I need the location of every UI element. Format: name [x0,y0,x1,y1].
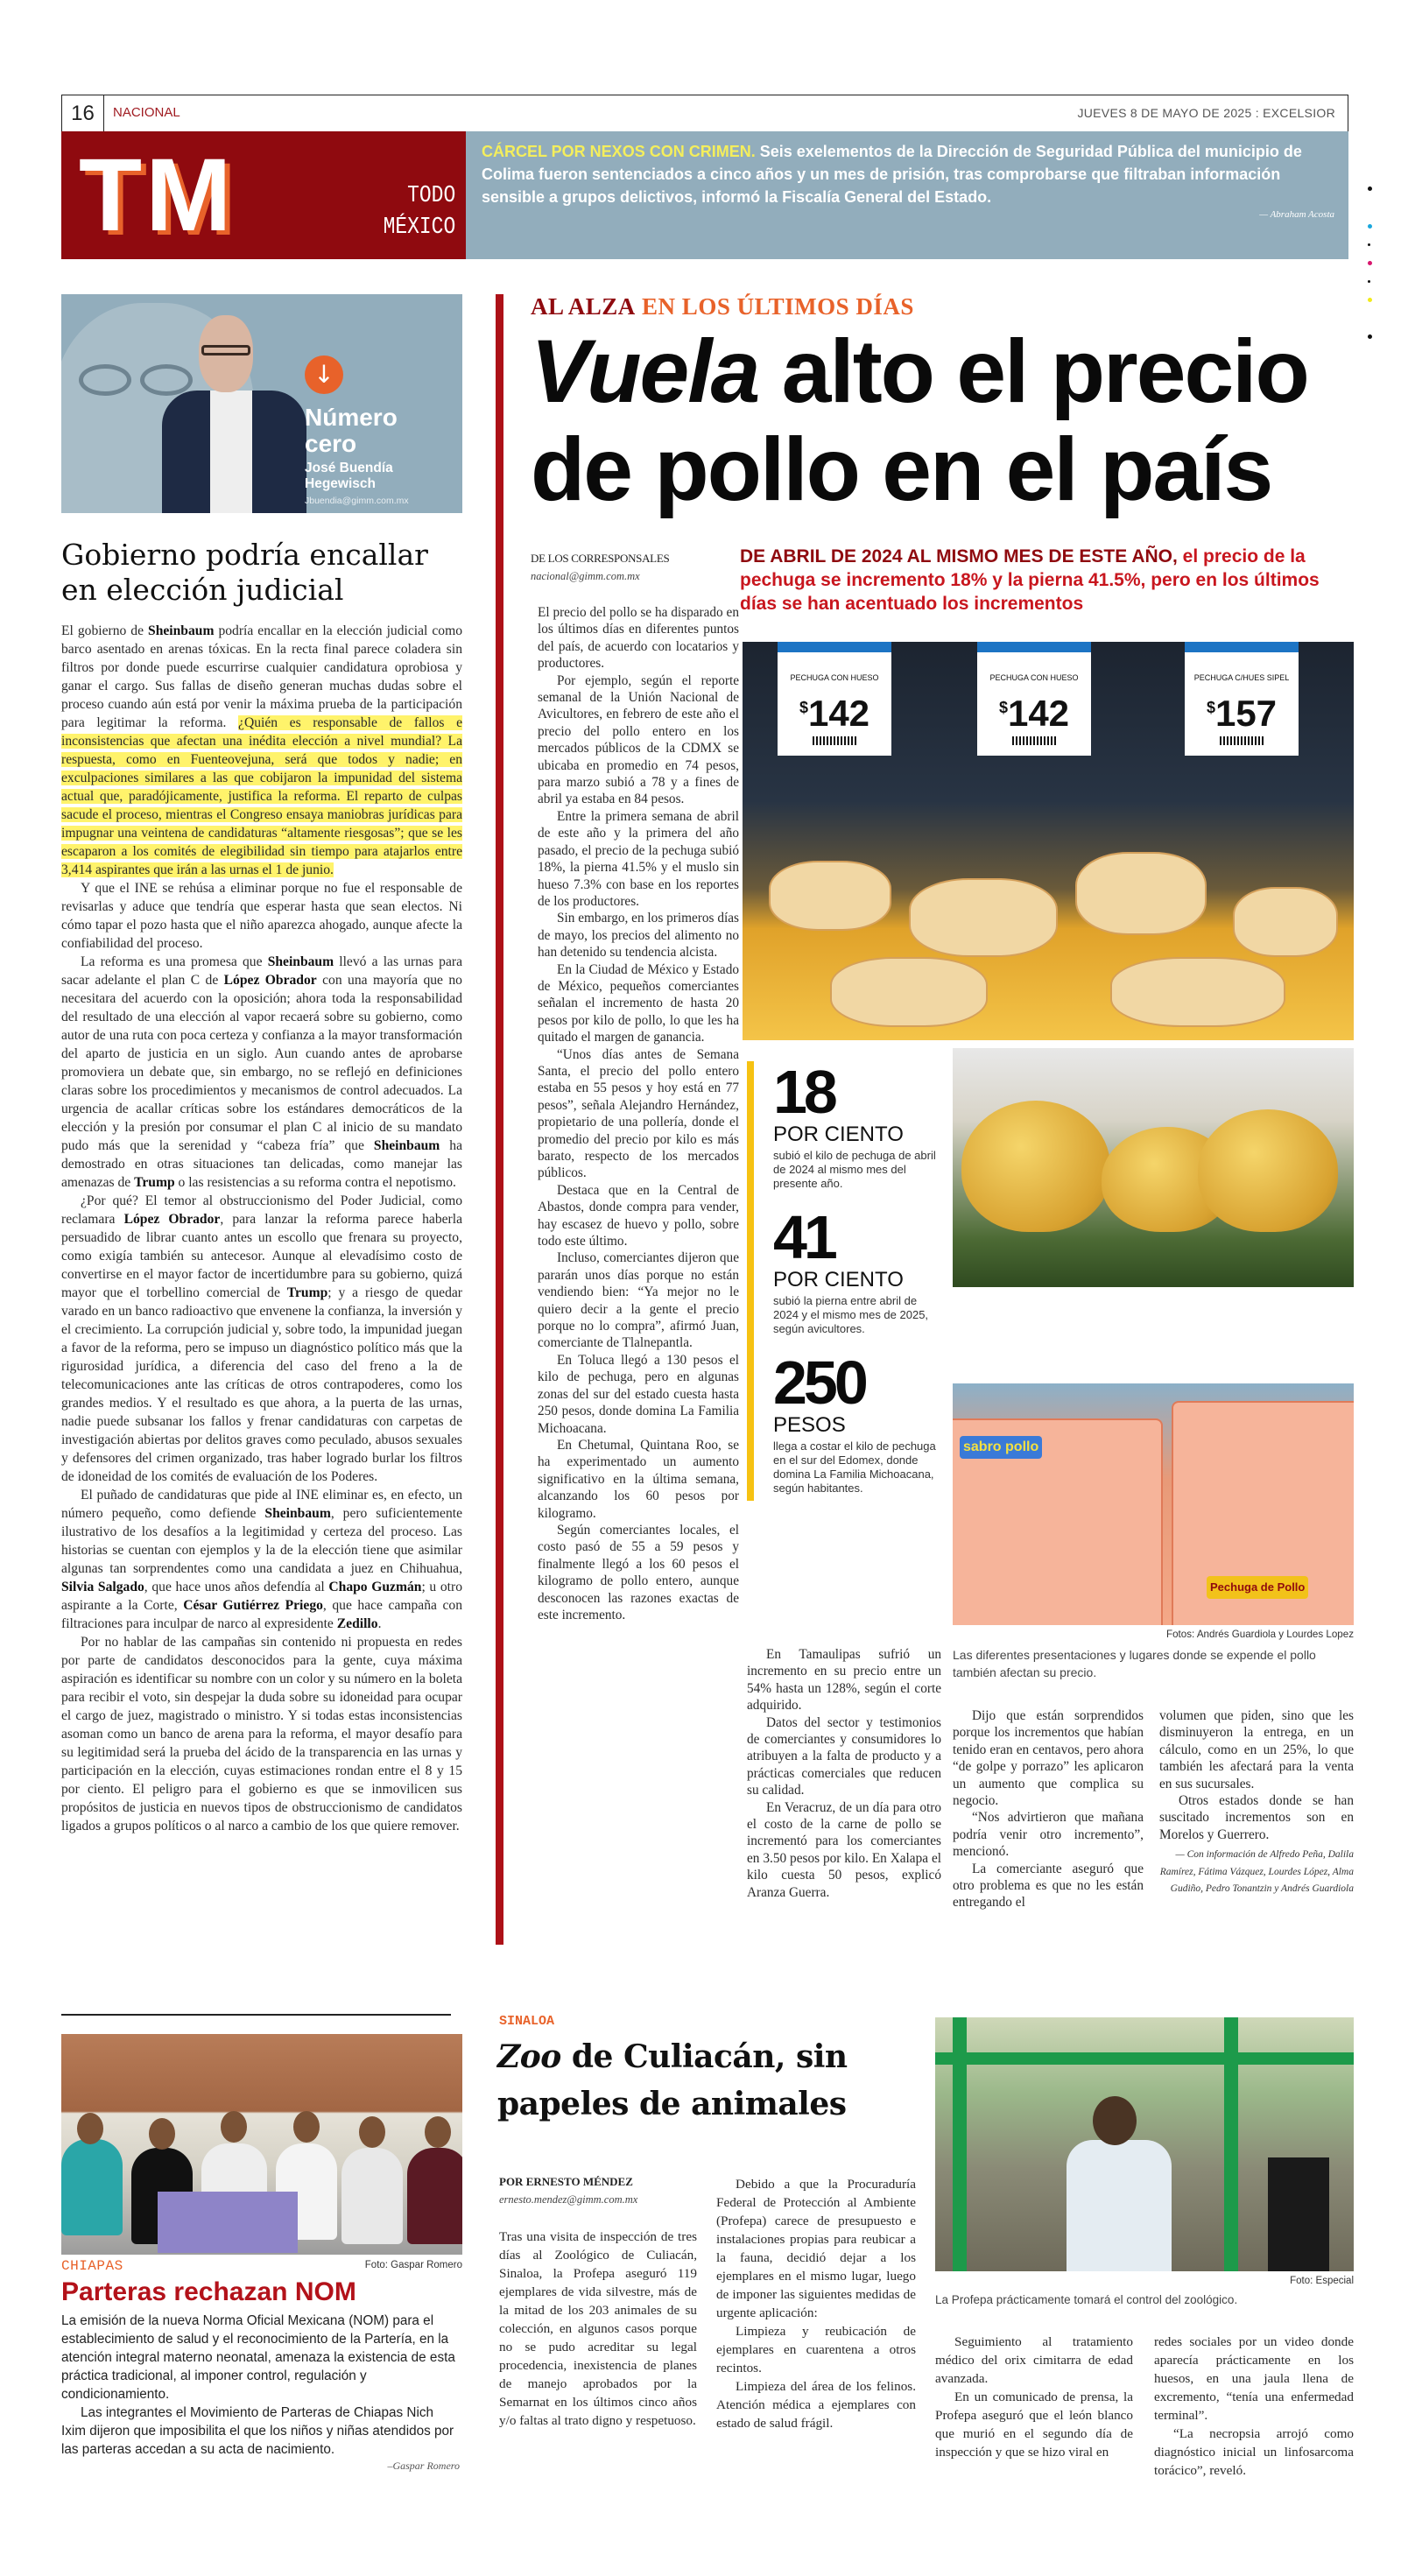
registration-mark-icon [1368,187,1372,191]
tm-label-line2: MÉXICO [383,215,455,241]
column-paragraph: Por no hablar de las campañas sin contenido ni propuesta en redes por parte de candidatos desconocidos para la gente, cuya máxima aspiración es identificar su nombre con un color y su número en la boleta para recibir el voto, sin despejar la duda sobre su idoneidad para ocupar el cargo de juez, magistrado o ministro. Y si todas estas inconsistencias asoman como un banco de arena para la reforma, el mayor desafío para su legitimidad será la prueba del ácido de la transparencia en las urnas y participación en la elección, cuyas estimaciones rondan entre el 8 y 15 por ciento. El peligro para el gobierno es que se inmovilicen sus propósitos de justicia en nuevos tipos de obstruccionismo de candidatos ligados a grupos políticos o al narco a cambio de los que quiere remover. [61,1635,462,1833]
columnist-name-line2: Hegewisch [305,476,376,491]
photo-packaged-chicken [953,1383,1354,1625]
stat-description: subió la pierna entre abril de 2024 y el mismo mes de 2025, según avicultores. [773,1294,929,1335]
column-paragraph: Y que el INE se rehúsa a eliminar porque no fue el responsable de revisarlas y aduce que tendría que esperar hasta que sean electos. Ni cómo tapar el pozo hasta que el niño aparezca ahogado, aunque afecte la confiabilidad del proceso. [61,881,462,951]
person-shape [149,2118,175,2150]
price-tag [1185,642,1299,756]
shirt-shape [210,391,252,513]
price-tag-value: $142 [799,693,870,734]
stat-number: 41 [773,1203,834,1271]
chiapas-body [61,2312,460,2473]
stat-item [773,1058,944,1191]
person-shape [341,2148,403,2244]
sinaloa-paragraph: “La necropsia arrojó como diagnóstico inicial un linfosarcoma torácico”, reveló. [1154,2426,1354,2478]
article-kicker: AL ALZA EN LOS ÚLTIMOS DÍAS [531,293,914,320]
article-paragraph: En Toluca llegó a 130 pesos el kilo de pechuga, pero en algunas zonas del sur del estado cuesta hasta 250 pesos, donde domina La Familia Michoacana. [538,1352,739,1436]
column-name [305,405,398,457]
article-paragraph: El precio del pollo se ha disparado en los últimos días en diferentes puntos del país, de acuerdo con locatarios y productores. [538,605,739,672]
price-tag-label: PECHUGA CON HUESO [790,673,879,682]
zoo-photo-credit: Foto: Especial [1290,2276,1354,2286]
meat-shape [769,861,891,931]
photo-credit: Fotos: Andrés Guardiola y Lourdes Lopez [1166,1629,1354,1640]
article-paragraph: Dijo que están sorprendidos porque los incrementos que habían tenido eran en centavos, pero ahora “de golpe y porrazo” les aplicaron un aumento que complica su negocio. [953,1708,1144,1809]
article-paragraph: “Nos advirtieron que mañana podría venir otro incremento”, mencionó. [953,1810,1144,1860]
article-column-2 [747,1646,941,1901]
chiapas-signature: –Gaspar Romero [387,2460,460,2472]
photo-price-display [743,642,1354,1040]
article-paragraph: En Veracruz, de un día para otro el costo de la carne de pollo se incrementó para los comerciantes en 3.50 pesos por kilo. En Xalapa el kilo cuesta 50 pesos, explicó Aranza Guerra. [747,1799,941,1900]
glasses-shape [201,345,250,355]
stat-unit: PESOS [773,1413,846,1437]
columnist-name-line1: José Buendía [305,461,393,475]
person-shape [425,2116,451,2148]
price-tag-label: PECHUGA C/HUES SIPEL [1193,673,1290,682]
tm-label [383,180,455,243]
barcode-icon [1220,736,1264,745]
brief-credit: — Abraham Acosta [1259,209,1334,220]
registration-mark-icon [1368,298,1372,302]
registration-mark-icon [1368,243,1370,246]
photo-caption: Las diferentes presentaciones y lugares donde se expende el pollo también afectan su precio. [953,1648,1316,1679]
article-paragraph: Por ejemplo, según el reporte semanal de la Unión Nacional de Avicultores, en febrero de este año el precio del pollo entero en los mercados públicos de la CDMX se ubicaba en promedio en 74 pesos, para marzo subió a 78 y a fines de abril ya estaba en 84 pesos. [538,672,739,807]
sinaloa-email[interactable]: ernesto.mendez@gimm.com.mx [499,2193,638,2206]
chiapas-paragraph: Las integrantes el Movimiento de Parteras de Chiapas Nich Ixim dijeron que imposibilita el que los niños y niñas atendidos por las parteras accedan a su acta de nacimiento. [61,2405,454,2457]
article-paragraph: Sin embargo, en los primeros días de mayo, los precios del alimento no han detenido su tendencia alcista. [538,911,739,961]
stat-item [773,1348,944,1496]
column-paragraph: El gobierno de Sheinbaum podría encallar en la elección judicial como barco asentado en arenas tóxicas. En la recta final parece coladera sin filtros por donde puede escurrirse cualquier candidatura oprobiosa y ganar el cargo. Sus fallas de diseño generan muchas dudas sobre el proceso cuando aún está por venir la máxima prueba de la participación para legitimar la reforma. ¿Quién es responsable de fallos e inconsistencias que afectan una inédita elección a nivel mundial? La respuesta, como en Fuenteovejuna, será que todos y nadie; en exculpaciones similares a las que cobijaron la impunidad del sistema actual que, paradójicamente, justifica la reforma. El reparto de culpas sacude el proceso, mientras el Congreso ensaya maniobras jurídicas para impugnar una veintena de candidaturas “altamente riesgosas”; que se les escaparon a los comités de elegibilidad sin tiempo para atajarlos entre 3,414 aspirantes que irán a las urnas el 1 de junio. [61,623,462,877]
highlighted-text: ¿Quién es responsable de fallos e inconsistencias que afectan una inédita elección a nivel mundial? La respuesta, como en Fuenteovejuna, será que todos y nadie; en exculpaciones similares a las que cobijaron la impunidad del sistema actual que, paradójicamente, justifica la reforma. El reparto de culpas sacude el proceso, mientras el Congreso ensaya maniobras jurídicas para impugnar una veintena de candidaturas “altamente riesgosas”; que se les escaparon a los comités de elegibilidad sin tiempo para atajarlos entre 3,414 aspirantes que irán a las urnas el 1 de junio. [61,715,462,877]
brief-item [466,131,1348,259]
article-paragraph: volumen que piden, sino que les disminuyeron la entrega, en un cálculo, como en un 25%, lo que también les afectará para la venta en sus sucursales. [1159,1708,1354,1791]
sinaloa-paragraph: Limpieza del área de los felinos. Atención médica a ejemplares con estado de salud frágil. [716,2379,916,2431]
registration-mark-icon [1368,261,1372,265]
person-shape [221,2111,247,2143]
column-title: Gobierno podría encallar en elección judicial [61,538,428,607]
column-name-line2: cero [305,430,357,457]
person-shape [61,2139,123,2235]
article-headline: Vuela alto el precio de pollo en el país [531,321,1308,519]
article-paragraph: Destaca que en la Central de Abastos, donde compra para vender, hay escasez de huevo y pollo, sobre todo este último. [538,1182,739,1249]
sinaloa-column-3 [935,2333,1133,2461]
article-paragraph: Otros estados donde se han suscitado incrementos son en Morelos y Guerrero. [1159,1793,1354,1842]
article-byline: DE LOS CORRESPONSALES [531,552,670,565]
zoo-photo-caption: La Profepa prácticamente tomará el control del zoológico. [935,2293,1238,2306]
sinaloa-paragraph: Debido a que la Procuraduría Federal de Protección al Ambiente (Profepa) carece de presupuesto e instalaciones propias para reubicar a la fauna, decidió dejar a los ejemplares en el mismo lugar, luego de imponer las siguientes medidas de urgente aplicación: [716,2177,916,2320]
sinaloa-title: Zoo de Culiacán, sin papeles de animales [497,2038,848,2122]
inspector-head [1093,2096,1137,2145]
brief-text: Seis exelementos de la Dirección de Seguridad Pública del municipio de Colima fueron sentenciados a cinco años y un mes de prisión, tras comprobarse que filtraban información sensible a grupos delictivos, informó la Fiscalía General del Estado. [482,143,1302,206]
article-paragraph: Entre la primera semana de abril de este año y la primera del año pasado, el precio de la pechuga subió 18%, la pierna 41.5% y el muslo sin hueso 7.3% con base en los reportes de los productores. [538,808,739,909]
sinaloa-kicker: SINALOA [499,2014,555,2029]
meat-shape [1233,887,1338,957]
sinaloa-column-4 [1154,2333,1354,2480]
sinaloa-column-2 [716,2175,916,2432]
package-label: Pechuga de Pollo [1207,1576,1308,1599]
reporting-credits: — Con información de Alfredo Peña, Dalila Ramírez, Fátima Vázquez, Lourdes López, Alma Gudiño, Pedro Tonantzin y Andrés Guardiola [1159,1849,1354,1895]
article-paragraph: Datos del sector y testimonios de comerciantes y consumidores lo atribuyen a la falta de producto y a prácticas comerciales que reducen su calidad. [747,1714,941,1798]
registration-mark-icon [1368,280,1370,283]
article-paragraph: En la Ciudad de México y Estado de México, pequeños comerciantes señalan el incremento de hasta 20 pesos por kilo de pollo, lo que les ha quitado el margen de ganancia. [538,961,739,1045]
chicken-shape [961,1101,1110,1232]
chicken-shape [1198,1109,1338,1232]
package-brand: sabro pollo [960,1436,1042,1459]
article-paragraph: “Unos días antes de Semana Santa, el precio del pollo entero estaba en 55 pesos y hoy está en 77 pesos”, señala Alejandro Hernández, propietario de una pollería, donde el promedio del precio por kilo es más barato, respecto de los mercados públicos. [538,1046,739,1181]
article-paragraph: La comerciante aseguró que otro problema es que no les están entregando el [953,1861,1144,1911]
page-number: 16 [62,95,104,131]
meat-shape [1075,852,1207,935]
person-shape [293,2111,320,2143]
barcode-icon [1012,736,1056,745]
photo-whole-chickens [953,1048,1354,1287]
photo-parteras [61,2034,462,2255]
article-column-3 [953,1707,1144,1911]
table-shape [158,2192,298,2253]
page-header [61,95,1348,133]
meat-shape [909,878,1058,957]
chiapas-photo-credit: Foto: Gaspar Romero [364,2260,462,2270]
article-email[interactable]: nacional@gimm.com.mx [531,570,640,582]
columnist-name [305,461,393,492]
meat-shape [830,957,988,1027]
article-column-1 [538,604,739,1623]
registration-mark-icon [1368,224,1372,229]
chiapas-kicker: CHIAPAS [61,2258,123,2274]
todo-mexico-banner [61,131,1348,259]
person-shape [77,2113,103,2144]
stats-sidebar [747,1058,944,1501]
price-tag-label: PECHUGA CON HUESO [989,673,1079,682]
column-paragraph: ¿Por qué? El temor al obstruccionismo del Poder Judicial, como reclamara López Obrador, para lanzar la reforma parece haberla persuadido de librar cuanto antes un escollo que frenara su proyecto, como exigía también su antecesor. Aunque al elevadísimo costo de convertirse en el mayor factor de incertidumbre para su gobierno, quizá mayor que el torbellino comercial de Trump; y a riesgo de quedar varado en un banco radioactivo que envenene la confianza, la inversión y el crecimiento. La corrupción judicial y, sobre todo, la impunidad juegan a favor de la reforma, pero se impuso un diagnóstico político más que la rigurosidad jurídica, a diferencia del caso del freno a la de telecomunicaciones ante las críticas de otros contrapoderes, como los grandes medios. Y el resultado es que ahora, a la puerta de las urnas, nadie puede subsanar los fallos y frenar candidaturas con carpetas de investigación abiertas por delitos graves como peculado, abusos sexuales y defensores del crimen organizado, tras haber logrado burlar los filtros de idoneidad de los comités de evaluación de los Poderes. [61,1193,462,1484]
article-paragraph: En Chetumal, Quintana Roo, se ha experimentado un aumento significativo en la última semana, alcanzando los 60 pesos por kilogramo. [538,1437,739,1521]
barcode-icon [813,736,856,745]
accent-rule [496,294,503,1945]
article-paragraph: Según comerciantes locales, el costo pasó de 55 a 59 pesos y finalmente llegó a los 60 pesos el kilogramo de pollo entero, aunque desconocen las razones exactas de este incremento. [538,1522,739,1622]
glasses-shape [140,364,193,396]
stat-description: llega a costar el kilo de pechuga en el sur del Edomex, donde domina La Familia Michoacana, según habitantes. [773,1439,936,1495]
article-column-4 [1159,1707,1354,1898]
brief-kicker: CÁRCEL POR NEXOS CON CRIMEN. [482,143,756,160]
person-shape [407,2148,462,2244]
stat-number: 18 [773,1058,834,1126]
chiapas-paragraph: La emisión de la nueva Norma Oficial Mexicana (NOM) para el establecimiento de salud y el reconocimiento de la Partería, en la atención integral materno neonatal, amenaza la existencia de esta práctica tradicional, al imponer control, regulación y condicionamiento. [61,2313,455,2402]
tm-logo: TM [79,137,236,253]
inspector-shape [1067,2140,1172,2271]
stat-description: subió el kilo de pechuga de abril de 2024 al mismo mes del presente año. [773,1149,936,1190]
article-deck: DE ABRIL DE 2024 AL MISMO MES DE ESTE AÑO, el precio de la pechuga se incremento 18% y la pierna 41.5%, pero en los últimos días se han acentuado los incrementos [740,546,1320,614]
dateline: JUEVES 8 DE MAYO DE 2025 : EXCELSIOR [1077,106,1335,120]
price-tag [778,642,891,756]
tm-label-line1: TODO [406,183,455,209]
column-body [61,622,462,1835]
glasses-shape [79,364,131,396]
divider [61,2014,451,2016]
price-tag-value: $142 [998,693,1070,734]
chiapas-title: Parteras rechazan NOM [61,2277,356,2306]
column-name-line1: Número [305,404,398,431]
meat-shape [1110,957,1285,1027]
person-shape [359,2116,385,2148]
sinaloa-paragraph: redes sociales por un video donde aparecía prácticamente en los huesos, en una jaula llena de excremento, “tenía una enfermedad terminal”. [1154,2334,1354,2423]
photo-zoo-inspection [935,2017,1354,2271]
columnist-email[interactable]: Jbuendia@gimm.com.mx [305,496,409,506]
columnist-banner [61,294,462,513]
beam-shape [935,2052,1354,2065]
person-shape [1268,2157,1329,2271]
sinaloa-paragraph: En un comunicado de prensa, la Profepa aseguró que el león blanco que murió en el segundo día de inspección y que se hizo viral en [935,2389,1133,2460]
stat-unit: POR CIENTO [773,1268,904,1292]
price-tag-value: $157 [1206,693,1278,734]
article-paragraph: En Tamaulipas sufrió un incremento en su precio entre un 54% hasta un 128%, según el corte adquirido. [747,1647,941,1714]
price-tag [977,642,1091,756]
column-paragraph: El puñado de candidaturas que pide al INE eliminar es, en efecto, un número pequeño, como defiende Sheinbaum, pero suficientemente ilustrativo de los desafíos a la legitimidad y certeza del proceso. Las historias se cuentan con ejemplos y la de la elección tiene que asimilar algunas tan sorprendentes como una candidata a juez en Chihuahua, Silvia Salgado, que hace unos años defendía al Chapo Guzmán; u otro aspirante a la Corte, César Gutiérrez Priego, que hace campaña con filtraciones para inculpar de narco al expresidente Zedillo. [61,1488,463,1631]
sinaloa-paragraph: Seguimiento al tratamiento médico del orix cimitarra de edad avanzada. [935,2334,1133,2386]
sinaloa-paragraph: Limpieza y reubicación de ejemplares en cuarentena a otros recintos. [716,2324,916,2375]
stat-unit: POR CIENTO [773,1123,904,1146]
stat-item [773,1203,944,1336]
registration-mark-icon [1368,334,1372,339]
tm-logo-block [61,131,466,259]
sinaloa-byline: POR ERNESTO MÉNDEZ [499,2175,633,2188]
column-paragraph: La reforma es una promesa que Sheinbaum llevó a las urnas para sacar adelante el plan C de López Obrador con una mayoría que no necesitara del acuerdo con la oposición; ahora toda la responsabilidad del resultado de una elección al vapor recaerá sobre su gobierno, como autor de una ruta con poca certeza y confianza a la mayor transformación del aparto de justicia en un siglo. Aun cuando antes de aprobarse promoviera un debate que, sin embargo, no se reflejó en definiciones claras sobre los procedimientos y mecanismos de control adecuados. La urgencia de acallar críticas sobre los estándares democráticos de la elección y la presión por consumar el plan C al inicio de su mandato pudo más que la serenidad y “cabeza fría” que Sheinbaum ha demostrado en otras situaciones tan delicadas, como manejar las amenazas de Trump o las resistencias a su reforma contra el nepotismo. [61,954,462,1190]
article-paragraph: Incluso, comerciantes dijeron que pararán unos días porque no están vendiendo bien: “Ya mejor no le quiero decir a la gente el precio porque no lo compra”, afirmó Juan, comerciante de Tlalnepantla. [538,1250,739,1351]
arrow-down-icon: ↓ [305,355,343,394]
stat-number: 250 [773,1348,865,1417]
sinaloa-column-1 [499,2228,697,2430]
section-label[interactable]: NACIONAL [113,105,180,120]
sinaloa-paragraph: Tras una visita de inspección de tres días al Zoológico de Culiacán, Sinaloa, la Profepa aseguró 119 ejemplares de vida silvestre, más de la mitad de los 203 animales de su colección, en algunos casos porque no se pudo acreditar su legal procedencia, inexistencia de planes de manejo aprobados por la Semarnat en los últimos cinco años y/o faltas al trato digno y respetuoso. [499,2229,697,2428]
